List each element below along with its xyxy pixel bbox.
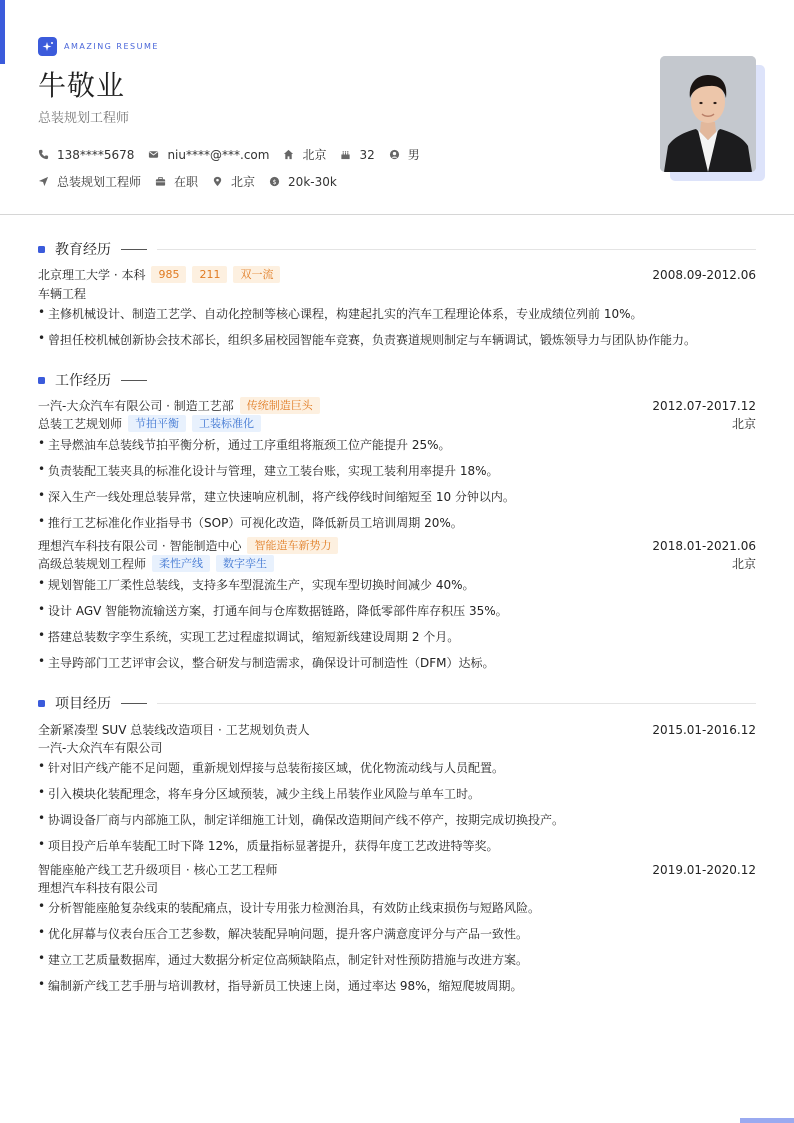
school-tag: 211 [192,266,227,283]
project-name: 全新紧凑型 SUV 总装线改造项目 · 工艺规划负责人 [38,723,310,737]
role-name: 高级总装规划工程师 [38,557,147,571]
list-item: • 项目投产后单车装配工时下降 12%，质量指标显著提升，获得年度工艺改进特等奖。 [38,837,499,853]
target-city-text: 北京 [231,175,256,189]
list-item: • 主修机械设计、制造工艺学、自动化控制等核心课程，构建起扎实的汽车工程理论体系，专业成绩位列前 10%。 [38,305,643,321]
work-header-row [38,537,756,554]
email-item [148,148,269,162]
education-header-row [38,266,756,283]
target-position-text: 总装规划工程师 [57,175,142,189]
send-icon [38,176,49,187]
target-position-item [38,173,141,190]
work-date: 2012.07-2017.12 [652,398,756,413]
project-header-row [38,721,756,738]
role-tag: 数字孪生 [216,555,274,572]
section-marker [38,377,45,384]
sparkle-icon [38,37,57,56]
education-section-title [38,239,756,259]
section-marker [38,700,45,707]
school-tag: 985 [151,266,186,283]
list-item: • 协调设备厂商与内部施工队，制定详细施工计划，确保改造期间产线不停产，按期完成切换投产。 [38,811,565,827]
salary-text: 20k-30k [288,174,337,189]
list-item: • 编制新产线工艺手册与培训教材，指导新员工快速上岗，通过率达 98%，缩短爬坡周期。 [38,977,523,993]
briefcase-icon [155,176,166,187]
phone-item [38,148,134,162]
projects-section-title [38,693,756,713]
list-item: • 搭建总装数字孪生系统，实现工艺过程虚拟调试，缩短新线建设周期 2 个月。 [38,628,460,644]
project-org-row [38,739,756,756]
target-city-item [212,173,255,190]
salary-item [269,175,337,189]
project-date: 2019.01-2020.12 [652,862,756,877]
list-item: • 主导燃油车总装线节拍平衡分析，通过工序重组将瓶颈工位产能提升 25%。 [38,436,451,452]
section-divider [121,380,147,381]
gender-text: 男 [407,148,420,162]
work-location: 北京 [731,417,756,431]
candidate-name: 牛敬业 [38,69,126,102]
list-item: • 推行工艺标准化作业指导书（SOP）可视化改造，降低新员工培训周期 20%。 [38,514,463,530]
project-date: 2015.01-2016.12 [652,722,756,737]
project-org: 一汽-大众汽车有限公司 [38,741,163,755]
list-item: • 主导跨部门工艺评审会议，整合研发与制造需求，确保设计可制造性（DFM）达标。 [38,654,495,670]
email-text: niu****@***.com [167,147,270,162]
list-item: • 深入生产一线处理总装异常，建立快速响应机制，将产线停线时间缩短至 10 分钟以内。 [38,488,515,504]
section-marker [38,246,45,253]
status-text: 在职 [174,175,199,189]
work-section-title [38,370,756,390]
gender-item [389,146,420,163]
project-org-row [38,879,756,896]
section-divider [121,703,147,704]
home-item [283,146,326,163]
cake-icon [340,149,351,160]
section-label: 教育经历 [55,242,111,258]
school-tag: 双一流 [233,266,280,283]
project-header-row [38,861,756,878]
list-item: • 负责装配工装夹具的标准化设计与管理，建立工装台账，实现工装利用率提升 18%。 [38,462,499,478]
role-tag: 节拍平衡 [128,415,186,432]
school-name: 北京理工大学 · 本科 [38,268,146,282]
status-item [155,173,198,190]
age-text: 32 [359,147,375,162]
age-item [340,148,374,162]
phone-icon [38,149,49,160]
intention-row [38,173,351,190]
work-role-row [38,555,756,572]
section-label: 工作经历 [55,373,111,389]
work-header-row [38,397,756,414]
role-tag: 工装标准化 [192,415,261,432]
project-name: 智能座舱产线工艺升级项目 · 核心工艺工程师 [38,863,278,877]
contact-row [38,146,434,163]
section-divider [121,249,147,250]
resume-header [0,0,794,215]
list-item: • 设计 AGV 智能物流输送方案，打通车间与仓库数据链路，降低零部件库存积压 35%。 [38,602,508,618]
section-divider-line [157,249,756,250]
svg-text:$: $ [272,177,277,186]
list-item: • 分析智能座舱复杂线束的装配痛点，设计专用张力检测治具，有效防止线束损伤与短路风险。 [38,899,541,915]
list-item: • 引入模块化装配理念，将车身分区域预装，减少主线上吊装作业风险与单车工时。 [38,785,481,801]
job-title: 总装规划工程师 [38,111,130,126]
gender-icon [389,149,400,160]
list-item: • 曾担任校机械创新协会技术部长，组织多届校园智能车竞赛，负责赛道规则制定与车辆调试，锻炼领导力与团队协作能力。 [38,331,697,347]
work-date: 2018.01-2021.06 [652,538,756,553]
section-label: 项目经历 [55,696,111,712]
list-item: • 建立工艺质量数据库，通过大数据分析定位高频缺陷点，制定针对性预防措施与改进方案。 [38,951,529,967]
list-item: • 规划智能工厂柔性总装线，支持多车型混流生产，实现车型切换时间减少 40%。 [38,576,475,592]
footer-accent-bar [740,1118,794,1123]
section-divider-line [157,703,756,704]
list-item: • 针对旧产线产能不足问题，重新规划焊接与总装衔接区域，优化物流动线与人员配置。 [38,759,505,775]
brand [38,37,159,56]
company-name: 一汽-大众汽车有限公司 · 制造工艺部 [38,399,234,413]
project-org: 理想汽车科技有限公司 [38,881,159,895]
work-role-row [38,415,756,432]
avatar [660,56,756,172]
company-tag: 传统制造巨头 [240,397,320,414]
brand-text: AMAZING RESUME [64,42,159,51]
role-name: 总装工艺规划师 [38,417,123,431]
role-tag: 柔性产线 [152,555,210,572]
work-location: 北京 [731,557,756,571]
salary-icon [269,176,280,187]
phone-text: 138****5678 [57,147,135,162]
mail-icon [148,149,159,160]
major: 车辆工程 [38,287,87,301]
company-name: 理想汽车科技有限公司 · 智能制造中心 [38,539,242,553]
home-text: 北京 [302,148,327,162]
list-item: • 优化屏幕与仪表台压合工艺参数，解决装配异响问题，提升客户满意度评分与产品一致性。 [38,925,529,941]
education-date: 2008.09-2012.06 [652,267,756,282]
location-icon [212,176,223,187]
company-tag: 智能造车新势力 [247,537,338,554]
major-row [38,285,756,302]
home-icon [283,149,294,160]
